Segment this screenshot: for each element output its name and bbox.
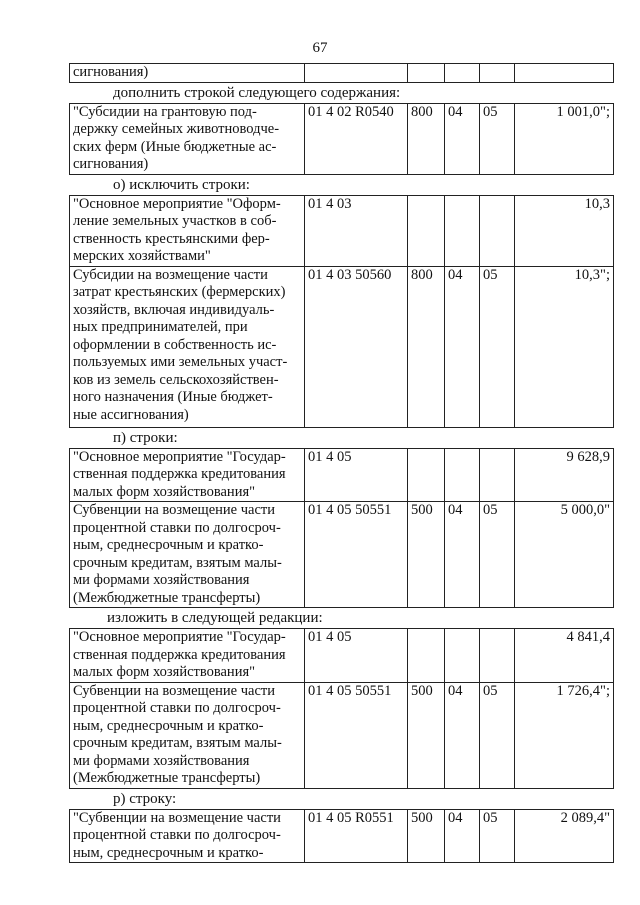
item-name-cell: Субвенции на возмещение части процентной ставки по долгосроч- ным, среднесрочным и кратко- срочным кредитам, взятым малы- ми формами хозяйствования (Межбюджетные трансферты) bbox=[70, 682, 305, 788]
table-row bbox=[70, 682, 614, 788]
target-code-cell: 01 4 05 50551 bbox=[305, 502, 408, 608]
section-code-cell bbox=[445, 629, 480, 683]
amount-cell: 10,3 bbox=[515, 195, 614, 266]
target-code-cell: 01 4 05 bbox=[305, 629, 408, 683]
target-code-cell: 01 4 05 50551 bbox=[305, 682, 408, 788]
subsection-code-cell bbox=[480, 64, 515, 83]
section-code-cell: 04 bbox=[445, 502, 480, 608]
item-name-cell: Субсидии на возмещение части затрат крестьянских (фермерских) хозяйств, включая индивидуаль- ных предпринимателей, при оформлении в собственность ис- пользуемых ими земельных участ- ков из земель сельскохозяйствен- ного назначения (Иные бюджет- ные ассигнования) bbox=[70, 266, 305, 427]
item-name-cell: "Основное мероприятие "Государ- ственная поддержка кредитования малых форм хозяйствования" bbox=[70, 448, 305, 502]
subsection-code-cell bbox=[480, 629, 515, 683]
amount-cell bbox=[515, 64, 614, 83]
section-code-cell: 04 bbox=[445, 266, 480, 427]
section-code-cell bbox=[445, 195, 480, 266]
section-heading: п) строки: bbox=[113, 429, 178, 446]
target-code-cell: 01 4 05 R0551 bbox=[305, 809, 408, 863]
amount-cell: 1 001,0"; bbox=[515, 103, 614, 174]
budget-table bbox=[69, 448, 614, 609]
target-code-cell: 01 4 03 50560 bbox=[305, 266, 408, 427]
amount-cell: 10,3"; bbox=[515, 266, 614, 427]
expense-type-cell bbox=[408, 448, 445, 502]
subsection-code-cell: 05 bbox=[480, 682, 515, 788]
target-code-cell: 01 4 05 bbox=[305, 448, 408, 502]
section-code-cell: 04 bbox=[445, 809, 480, 863]
table-row bbox=[70, 448, 614, 502]
section-code-cell: 04 bbox=[445, 103, 480, 174]
subsection-code-cell bbox=[480, 195, 515, 266]
item-name-cell: Субвенции на возмещение части процентной ставки по долгосроч- ным, среднесрочным и кратко- срочным кредитам, взятым малы- ми формами хозяйствования (Межбюджетные трансферты) bbox=[70, 502, 305, 608]
amount-cell: 4 841,4 bbox=[515, 629, 614, 683]
budget-table bbox=[69, 103, 614, 175]
item-name-cell: "Субвенции на возмещение части процентной ставки по долгосроч- ным, среднесрочным и кратко- bbox=[70, 809, 305, 863]
budget-table bbox=[69, 195, 614, 428]
target-code-cell: 01 4 03 bbox=[305, 195, 408, 266]
amount-cell: 5 000,0" bbox=[515, 502, 614, 608]
subsection-code-cell bbox=[480, 448, 515, 502]
amount-cell: 2 089,4" bbox=[515, 809, 614, 863]
budget-table bbox=[69, 628, 614, 789]
target-code-cell: 01 4 02 R0540 bbox=[305, 103, 408, 174]
expense-type-cell bbox=[408, 629, 445, 683]
table-row bbox=[70, 195, 614, 266]
section-heading: о) исключить строки: bbox=[113, 176, 250, 193]
subsection-code-cell: 05 bbox=[480, 103, 515, 174]
table-row bbox=[70, 502, 614, 608]
expense-type-cell: 800 bbox=[408, 103, 445, 174]
section-heading: р) строку: bbox=[113, 790, 177, 807]
expense-type-cell bbox=[408, 64, 445, 83]
section-heading: изложить в следующей редакции: bbox=[107, 610, 323, 626]
expense-type-cell: 500 bbox=[408, 809, 445, 863]
section-code-cell bbox=[445, 64, 480, 83]
section-code-cell: 04 bbox=[445, 682, 480, 788]
amount-cell: 9 628,9 bbox=[515, 448, 614, 502]
budget-table bbox=[69, 809, 614, 864]
subsection-code-cell: 05 bbox=[480, 502, 515, 608]
document-body bbox=[69, 63, 614, 863]
table-row bbox=[70, 64, 614, 83]
table-row bbox=[70, 103, 614, 174]
amount-cell: 1 726,4"; bbox=[515, 682, 614, 788]
item-name-cell: "Основное мероприятие "Оформ- ление земельных участков в соб- ственность крестьянскими фер- мерских хозяйствами" bbox=[70, 195, 305, 266]
expense-type-cell: 500 bbox=[408, 502, 445, 608]
section-code-cell bbox=[445, 448, 480, 502]
subsection-code-cell: 05 bbox=[480, 809, 515, 863]
section-heading: дополнить строкой следующего содержания: bbox=[113, 84, 401, 101]
item-name-cell: сигнования) bbox=[70, 64, 305, 83]
item-name-cell: "Основное мероприятие "Государ- ственная поддержка кредитования малых форм хозяйствования" bbox=[70, 629, 305, 683]
table-row bbox=[70, 629, 614, 683]
subsection-code-cell: 05 bbox=[480, 266, 515, 427]
expense-type-cell bbox=[408, 195, 445, 266]
item-name-cell: "Субсидии на грантовую под- держку семейных животноводче- ских ферм (Иные бюджетные ас- сигнования) bbox=[70, 103, 305, 174]
table-row bbox=[70, 266, 614, 427]
expense-type-cell: 800 bbox=[408, 266, 445, 427]
expense-type-cell: 500 bbox=[408, 682, 445, 788]
budget-table bbox=[69, 63, 614, 83]
table-row bbox=[70, 809, 614, 863]
target-code-cell bbox=[305, 64, 408, 83]
page-number: 67 bbox=[312, 40, 328, 56]
